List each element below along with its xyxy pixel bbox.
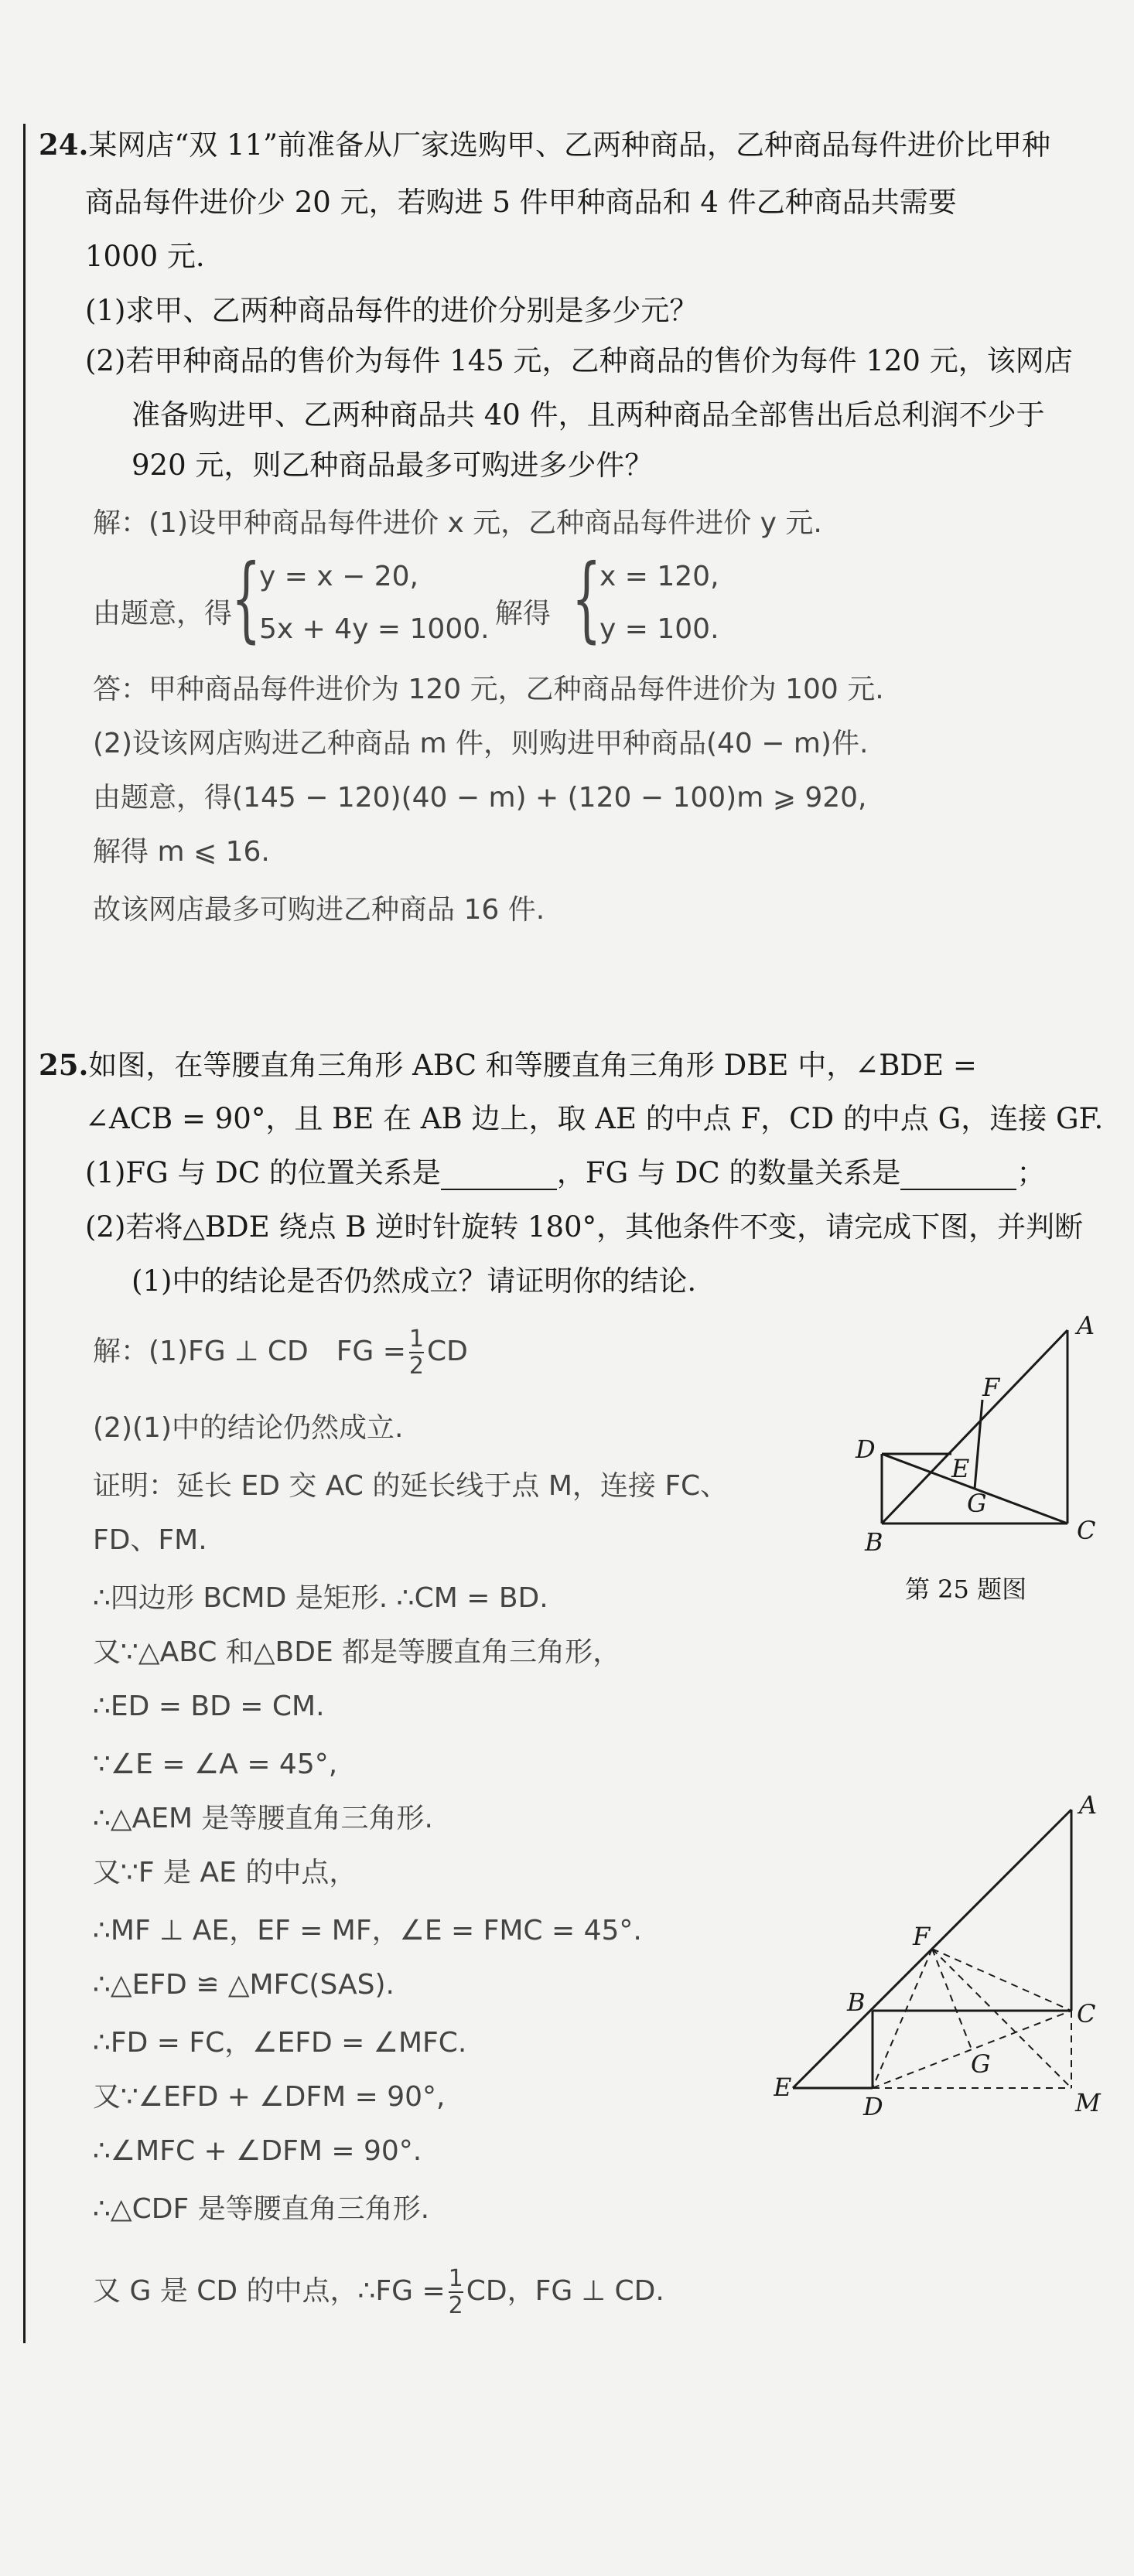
fig2-label-D: D xyxy=(863,2092,883,2119)
q24-part2-line1: (2)若甲种商品的售价为每件 145 元，乙种商品的售价为每件 120 元，该网店 xyxy=(85,344,1073,377)
q24-sys-ans1: x = 120, xyxy=(599,561,719,592)
q25-s9: ∴△AEM 是等腰直角三角形. xyxy=(93,1803,433,1834)
left-brace-icon: { xyxy=(572,545,602,653)
q25-s3: 证明：延长 ED 交 AC 的延长线于点 M，连接 FC、 xyxy=(93,1470,729,1502)
q25-s17: 又 G 是 CD 的中点，∴FG = $\frac{1}{2}$ CD，FG ⊥ CD. xyxy=(93,2265,664,2319)
q24-sys-prefix: 由题意，得 xyxy=(93,598,233,629)
q24-sys-eq2: 5x + 4y = 1000. xyxy=(259,613,490,645)
q24-part2-line2: 准备购进甲、乙两种商品共 40 件，且两种商品全部售出后总利润不少于 xyxy=(132,398,1045,432)
q25-part1: (1)FG 与 DC 的位置关系是 ，FG 与 DC 的数量关系是 ； xyxy=(85,1156,1046,1189)
fig2-label-B: B xyxy=(847,1987,866,2017)
q24-number: 24. xyxy=(39,128,89,162)
fraction-half: $\frac{1}{2}$ xyxy=(448,2265,463,2319)
fig2-label-A: A xyxy=(1079,1790,1098,1820)
q25-stem-line2: ∠ACB = 90°，且 BE 在 AB 边上，取 AE 的中点 F，CD 的中点 G，连接 GF. xyxy=(85,1102,1104,1135)
q25-part2-line1: (2)若将△BDE 绕点 B 逆时针旋转 180°，其他条件不变，请完成下图，并判断 xyxy=(85,1210,1084,1244)
figure-25-rotated xyxy=(774,1779,1114,2119)
q24-part1: (1)求甲、乙两种商品每件的进价分别是多少元？ xyxy=(85,294,699,327)
q24-sys-ans2: y = 100. xyxy=(599,613,719,645)
q25-s8: ∵∠E = ∠A = 45°, xyxy=(93,1749,338,1780)
fig2-label-C: C xyxy=(1077,1999,1096,2028)
q25-s12: ∴△EFD ≌ △MFC(SAS). xyxy=(93,1969,395,2001)
q25-part2-line2: (1)中的结论是否仍然成立？请证明你的结论. xyxy=(132,1264,697,1298)
q25-s7: ∴ED = BD = CM. xyxy=(93,1691,325,1722)
q25-s10: 又∵F 是 AE 的中点， xyxy=(93,1857,357,1888)
q24-sol2-line3: 解得 m ⩽ 16. xyxy=(93,836,270,868)
fig1-label-A: A xyxy=(1077,1311,1095,1340)
fig2-label-F: F xyxy=(913,1922,931,1951)
q24-stem-line3: 1000 元. xyxy=(85,240,205,273)
q25-s5: ∴四边形 BCMD 是矩形. ∴CM = BD. xyxy=(93,1582,548,1614)
q25-stem-line1: 25.如图，在等腰直角三角形 ABC 和等腰直角三角形 DBE 中，∠BDE = xyxy=(39,1048,977,1082)
q24-sys-mid: 解得 xyxy=(495,598,552,629)
q25-s4: FD、FM. xyxy=(93,1524,207,1556)
answer-blank-2[interactable] xyxy=(900,1162,1016,1190)
fig1-label-D: D xyxy=(856,1435,876,1464)
left-brace-icon: { xyxy=(231,545,261,653)
q24-sol2-line2: 由题意，得(145 − 120)(40 − m) + (120 − 100)m ⩾ 920, xyxy=(93,782,867,814)
fig1-label-C: C xyxy=(1077,1516,1096,1545)
figure-caption: 第 25 题图 xyxy=(905,1575,1027,1604)
q25-s13: ∴FD = FC，∠EFD = ∠MFC. xyxy=(93,2027,467,2059)
q24-stem-line2: 商品每件进价少 20 元，若购进 5 件甲种商品和 4 件乙种商品共需要 xyxy=(85,186,957,219)
fraction-half: $\frac{1}{2}$ xyxy=(408,1326,425,1380)
q25-s2: (2)(1)中的结论仍然成立. xyxy=(93,1412,404,1444)
fig1-label-G: G xyxy=(967,1489,987,1518)
q24-sol2-line4: 故该网店最多可购进乙种商品 16 件. xyxy=(93,894,545,926)
fig2-label-E: E xyxy=(774,2073,792,2102)
answer-blank-1[interactable] xyxy=(441,1162,557,1190)
fig2-label-G: G xyxy=(971,2049,991,2079)
q24-system xyxy=(93,545,789,669)
q24-sol1: 解：(1)设甲种商品每件进价 x 元，乙种商品每件进价 y 元. xyxy=(93,507,822,539)
q25-s6: 又∵△ABC 和△BDE 都是等腰直角三角形， xyxy=(93,1636,621,1668)
figure-25-original xyxy=(851,1307,1114,1554)
q24-ans1: 答：甲种商品每件进价为 120 元，乙种商品每件进价为 100 元. xyxy=(93,674,884,705)
q24-sys-eq1: y = x − 20, xyxy=(259,561,418,592)
q24-sol2-line1: (2)设该网店购进乙种商品 m 件，则购进甲种商品(40 − m)件. xyxy=(93,728,869,759)
q25-s14: 又∵∠EFD + ∠DFM = 90°, xyxy=(93,2081,446,2113)
fig1-label-E: E xyxy=(951,1454,970,1483)
q25-s16: ∴△CDF 是等腰直角三角形. xyxy=(93,2193,430,2225)
q24-part2-line3: 920 元，则乙种商品最多可购进多少件？ xyxy=(132,449,654,482)
fig1-label-B: B xyxy=(865,1527,883,1554)
q24-stem-line1: 24.某网店“双 11”前准备从厂家选购甲、乙两种商品，乙种商品每件进价比甲种 xyxy=(39,128,1051,162)
q25-s15: ∴∠MFC + ∠DFM = 90°. xyxy=(93,2135,422,2167)
q25-number: 25. xyxy=(39,1048,89,1082)
q25-s11: ∴MF ⊥ AE，EF = MF，∠E = FMC = 45°. xyxy=(93,1915,642,1947)
fig1-label-F: F xyxy=(982,1373,1000,1402)
left-border xyxy=(23,124,26,2343)
q25-sol1: 解：(1)FG ⊥ CD FG = $\frac{1}{2}$ CD xyxy=(93,1326,468,1380)
fig2-label-M: M xyxy=(1075,2088,1101,2117)
